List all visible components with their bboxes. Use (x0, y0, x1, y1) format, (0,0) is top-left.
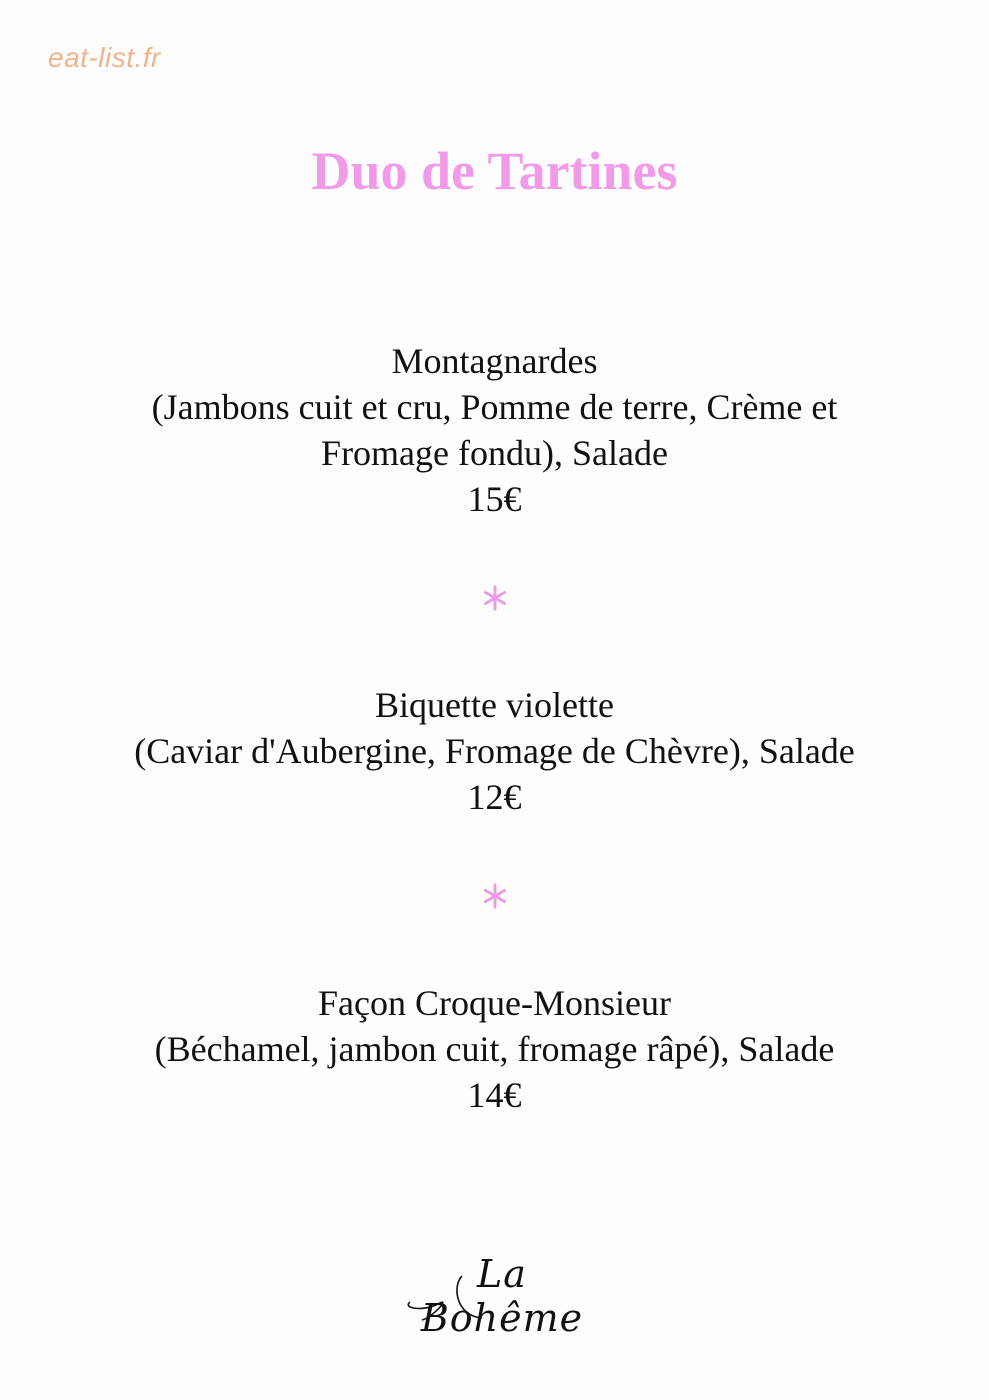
page-title: Duo de Tartines (311, 141, 678, 201)
menu-item-facon-croque-monsieur (0, 980, 989, 1118)
item-name: Façon Croque-Monsieur (318, 983, 671, 1023)
logo-text: La Bohême (420, 1252, 584, 1340)
asterisk-icon (482, 883, 508, 909)
item-description: (Jambons cuit et cru, Pomme de terre, Crème et (151, 387, 838, 427)
item-price: 12€ (467, 777, 522, 817)
separator (0, 574, 989, 621)
asterisk-icon (482, 585, 508, 611)
item-price: 14€ (467, 1075, 522, 1115)
item-price: 15€ (467, 479, 522, 519)
menu-item-biquette-violette (0, 682, 989, 820)
la-boheme-logo-icon (392, 1246, 612, 1340)
separator (0, 872, 989, 919)
item-description: (Caviar d'Aubergine, Fromage de Chèvre), Salade (134, 731, 855, 771)
menu-item-montagnardes (0, 338, 989, 522)
item-description-cont: Fromage fondu), Salade (321, 433, 668, 473)
watermark-text: eat-list.fr (48, 42, 161, 73)
item-name: Biquette violette (375, 685, 614, 725)
item-description: (Béchamel, jambon cuit, fromage râpé), Salade (154, 1029, 835, 1069)
item-name: Montagnardes (391, 341, 598, 381)
